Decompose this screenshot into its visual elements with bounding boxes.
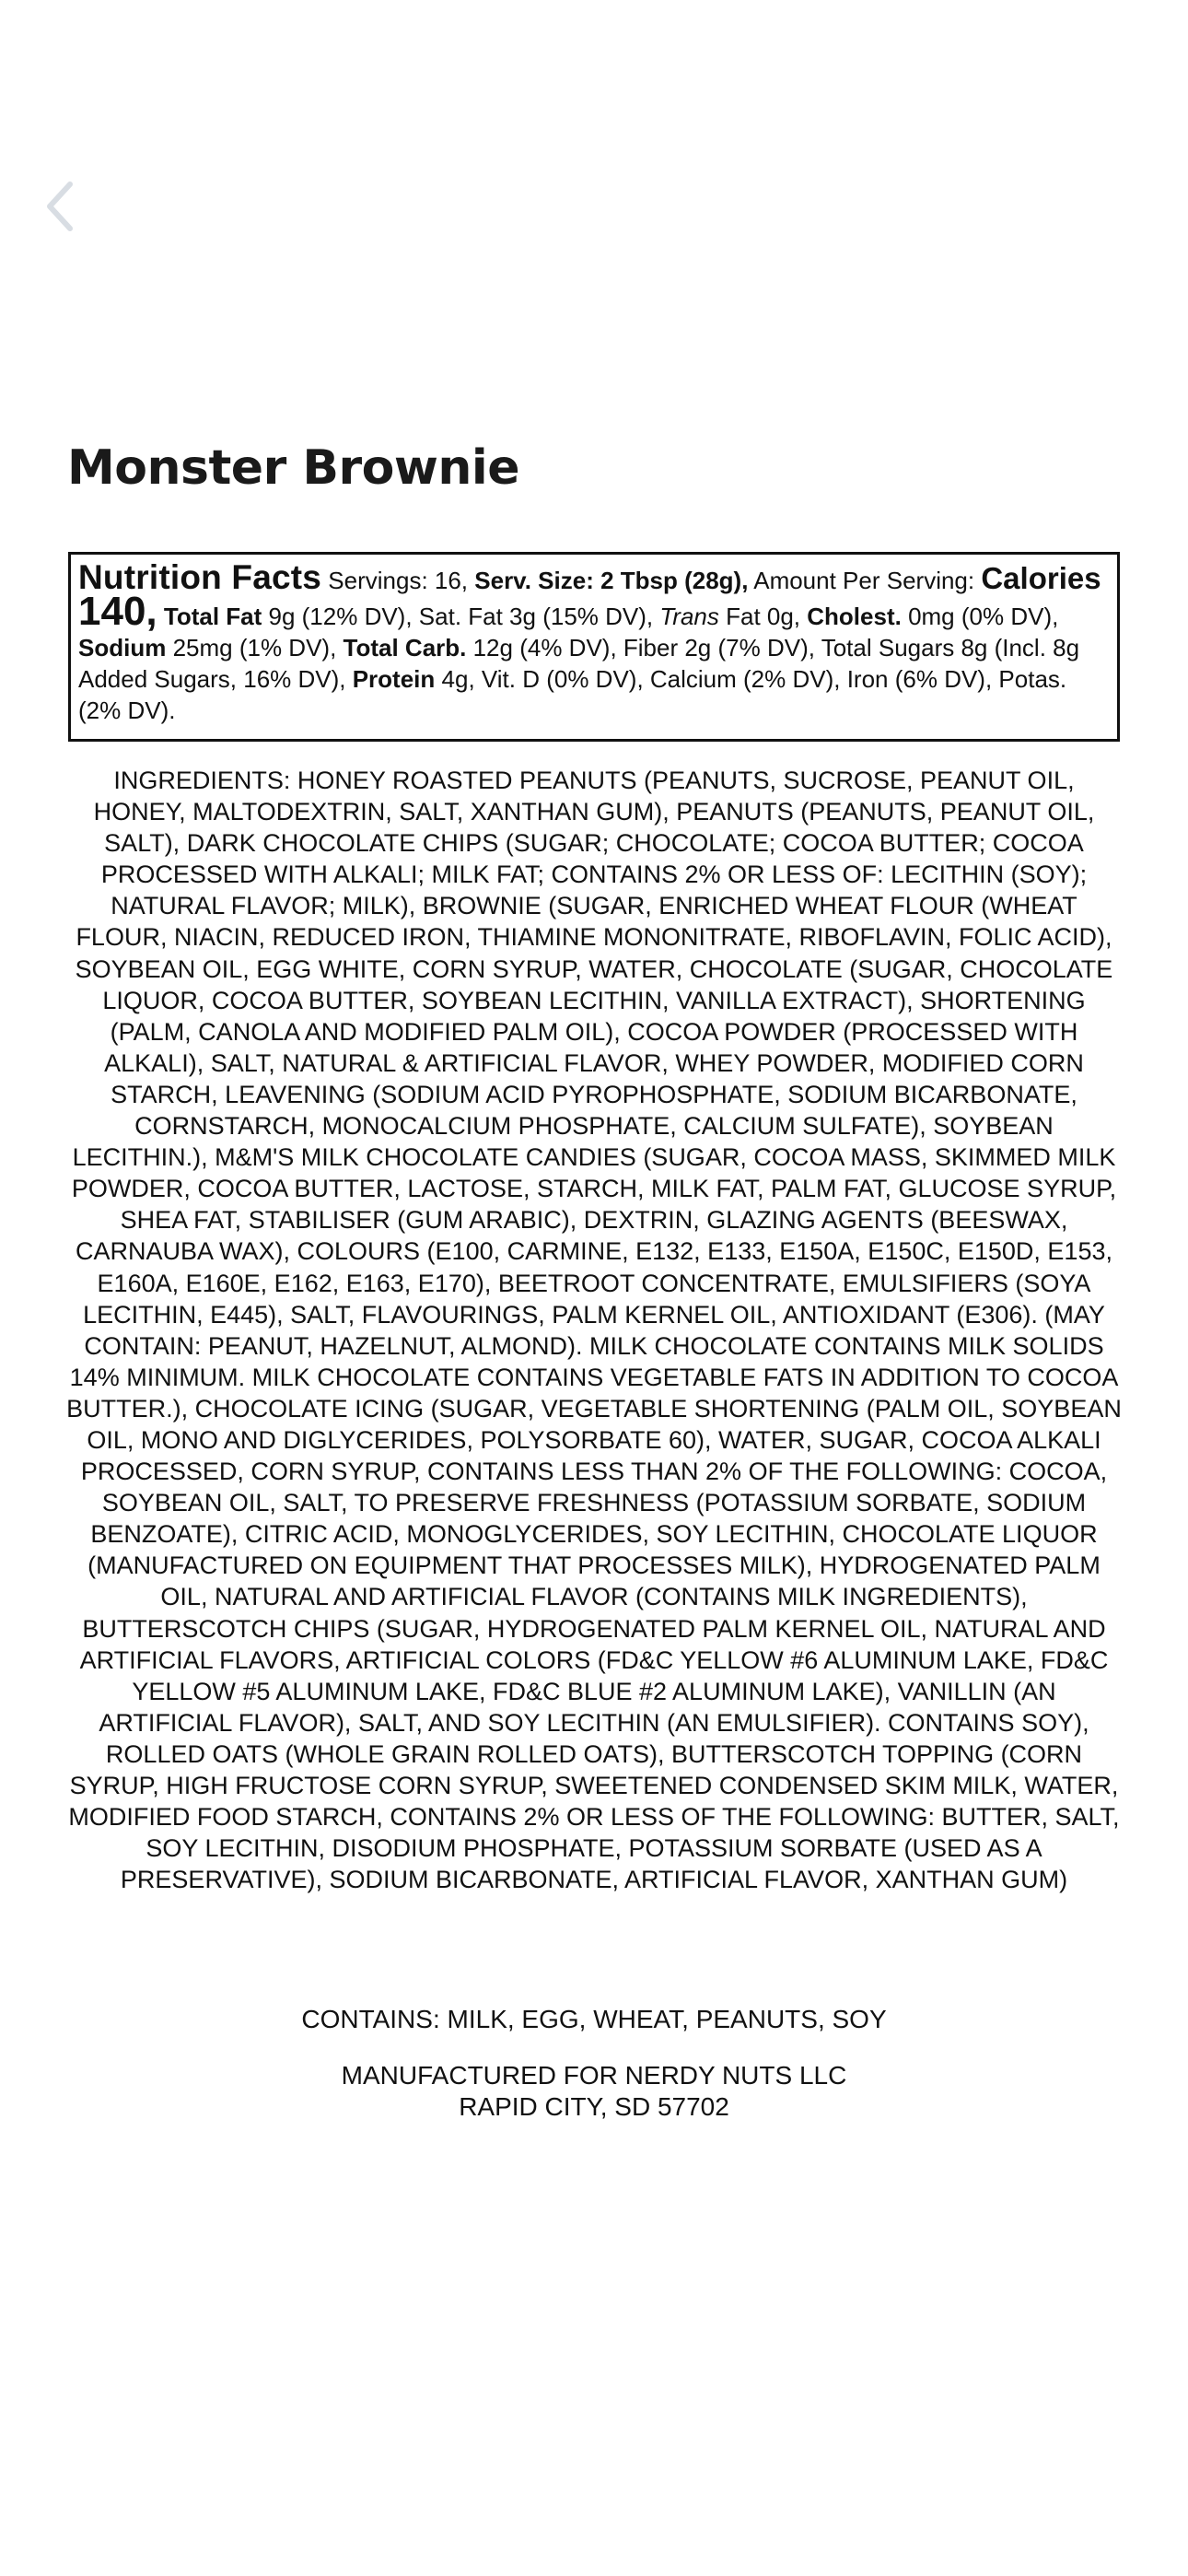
ingredients-list: INGREDIENTS: HONEY ROASTED PEANUTS (PEANUTS, SUCROSE, PEANUT OIL, HONEY, MALTODEXTRIN, SALT, XANTHAN GUM), PEANUTS (PEANUTS, PEANUT OIL, SALT), DARK CHOCOLATE CHIPS (SUGAR; CHOCOLATE; COCOA BUTTER; COCOA PROCESSED WITH ALKALI; MILK FAT; CONTAINS 2% OR LESS OF: LECITHIN (SOY); NATURAL FLAVOR; MILK), BROWNIE (SUGAR, ENRICHED WHEAT FLOUR (WHEAT FLOUR, NIACIN, REDUCED IRON, THIAMINE MONONITRATE, RIBOFLAVIN, FOLIC ACID), SOYBEAN OIL, EGG WHITE, CORN SYRUP, WATER, CHOCOLATE (SUGAR, CHOCOLATE LIQUOR, COCOA BUTTER, SOYBEAN LECITHIN, VANILLA EXTRACT), SHORTENING (PALM, CANOLA AND MODIFIED PALM OIL), COCOA POWDER (PROCESSED WITH ALKALI), SALT, NATURAL & ARTIFICIAL FLAVOR, WHEY POWDER, MODIFIED CORN STARCH, LEAVENING (SODIUM ACID PYROPHOSPHATE, SODIUM BICARBONATE, CORNSTARCH, MONOCALCIUM PHOSPHATE, CALCIUM SULFATE), SOYBEAN LECITHIN.), M&M'S MILK CHOCOLATE CANDIES (SUGAR, COCOA MASS, SKIMMED MILK POWDER, COCOA BUTTER, LACTOSE, STARCH, MILK FAT, PALM FAT, GLUCOSE SYRUP, SHEA FAT, STABILISER (GUM ARABIC), DEXTRIN, GLAZING AGENTS (BEESWAX, CARNAUBA WAX), COLOURS (E100, CARMINE, E132, E133, E150A, E150C, E150D, E153, E160A, E160E, E162, E163, E170), BEETROOT CONCENTRATE, EMULSIFIERS (SOYA LECITHIN, E445), SALT, FLAVOURINGS, PALM KERNEL OIL, ANTIOXIDANT (E306). (MAY CONTAIN: PEANUT, HAZELNUT, ALMOND). MILK CHOCOLATE CONTAINS MILK SOLIDS 14% MINIMUM. MILK CHOCOLATE CONTAINS VEGETABLE FATS IN ADDITION TO COCOA BUTTER.), CHOCOLATE ICING (SUGAR, VEGETABLE SHORTENING (PALM OIL, SOYBEAN OIL, MONO AND DIGLYCERIDES, POLYSORBATE 60), WATER, SUGAR, COCOA ALKALI PROCESSED, CORN SYRUP, CONTAINS LESS THAN 2% OF THE FOLLOWING: COCOA, SOYBEAN OIL, SALT, TO PRESERVE FRESHNESS (POTASSIUM SORBATE, SODIUM BENZOATE), CITRIC ACID, MONOGLYCERIDES, SOY LECITHIN, CHOCOLATE LIQUOR (MANUFACTURED ON EQUIPMENT THAT PROCESSES MILK), HYDROGENATED PALM OIL, NATURAL AND ARTIFICIAL FLAVOR (CONTAINS MILK INGREDIENTS), BUTTERSCOTCH CHIPS (SUGAR, HYDROGENATED PALM KERNEL OIL, NATURAL AND ARTIFICIAL FLAVORS, ARTIFICIAL COLORS (FD&C YELLOW #6 ALUMINUM LAKE, FD&C YELLOW #5 ALUMINUM LAKE, FD&C BLUE #2 ALUMINUM LAKE), VANILLIN (AN ARTIFICIAL FLAVOR), SALT, AND SOY LECITHIN (AN EMULSIFIER). CONTAINS SOY), ROLLED OATS (WHOLE GRAIN ROLLED OATS), BUTTERSCOTCH TOPPING (CORN SYRUP, HIGH FRUCTOSE CORN SYRUP, SWEETENED CONDENSED SKIM MILK, WATER, MODIFIED FOOD STARCH, CONTAINS 2% OR LESS OF THE FOLLOWING: BUTTER, SALT, SOY LECITHIN, DISODIUM PHOSPHATE, POTASSIUM SORBATE (USED AS A PRESERVATIVE), SODIUM BICARBONATE, ARTIFICIAL FLAVOR, XANTHAN GUM)	[66, 767, 1122, 1894]
cholesterol-label: Cholest.	[807, 603, 902, 630]
trans-fat-label: Trans	[659, 603, 719, 630]
product-title: Monster Brownie	[67, 440, 519, 496]
total-carb-label: Total Carb.	[343, 634, 467, 662]
manufacturer-address: RAPID CITY, SD 57702	[459, 2092, 729, 2121]
nutrition-facts-panel	[68, 552, 1120, 742]
nutrition-facts-heading: Nutrition Facts	[78, 558, 322, 596]
calories-value: 140,	[78, 589, 157, 634]
total-carb-value: 12g (4% DV), Fiber 2g (7% DV), Total Sugars 8g (Incl. 8g Added Sugars, 16% DV),	[78, 634, 1080, 693]
serving-size: Serv. Size: 2 Tbsp (28g),	[474, 567, 749, 594]
chevron-left-icon	[42, 181, 79, 232]
amount-per-serving: Amount Per Serving:	[748, 567, 982, 594]
allergen-statement: CONTAINS: MILK, EGG, WHEAT, PEANUTS, SOY	[301, 2005, 887, 2033]
back-button[interactable]	[35, 181, 87, 232]
sodium-value: 25mg (1% DV),	[166, 634, 344, 662]
manufacturer-info	[64, 2060, 1124, 2123]
sodium-label: Sodium	[78, 634, 167, 662]
nutrition-facts-text	[78, 558, 1110, 726]
protein-value: 4g, Vit. D (0% DV), Calcium (2% DV), Iron (6% DV), Potas. (2% DV).	[78, 665, 1067, 724]
trans-fat-value: Fat 0g,	[718, 603, 808, 630]
manufacturer-name: MANUFACTURED FOR NERDY NUTS LLC	[341, 2061, 847, 2090]
servings-text: Servings: 16,	[321, 567, 475, 594]
calories-label: Calories	[981, 561, 1101, 595]
total-fat-value: 9g (12% DV), Sat. Fat 3g (15% DV),	[262, 603, 660, 630]
protein-label: Protein	[352, 665, 436, 693]
cholesterol-value: 0mg (0% DV),	[901, 603, 1059, 630]
total-fat-label: Total Fat	[163, 603, 262, 630]
